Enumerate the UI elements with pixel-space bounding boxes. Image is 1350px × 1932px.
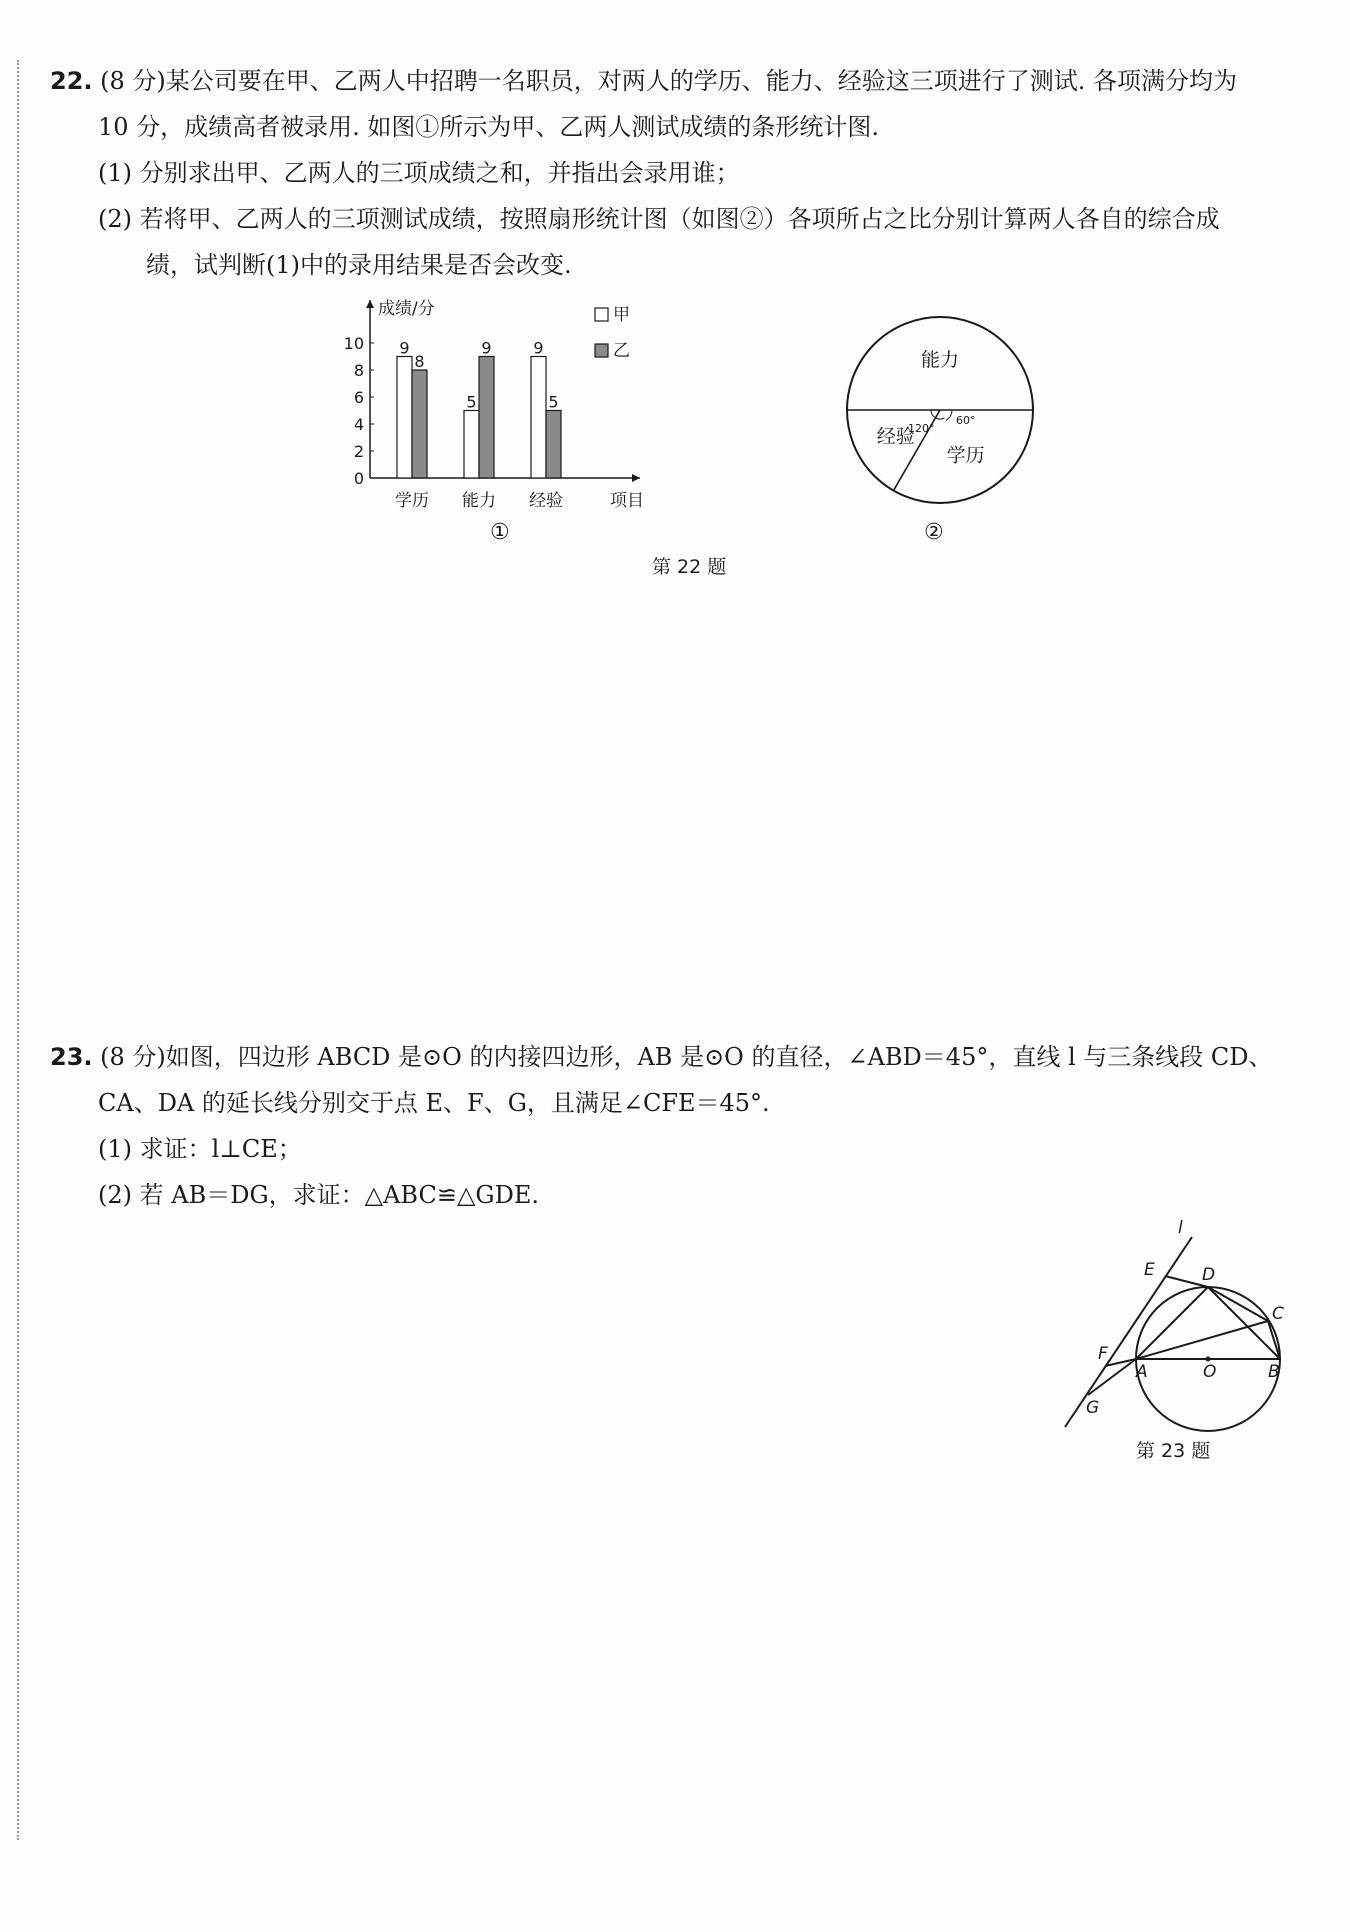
label-a: A — [1136, 1362, 1148, 1382]
bar-value-label: 5 — [466, 392, 477, 412]
q22-part1: (1) 分别求出甲、乙两人的三项成绩之和，并指出会录用谁； — [98, 159, 740, 187]
line-l — [1065, 1237, 1192, 1427]
angle-arc-60 — [946, 410, 952, 420]
bar-乙 — [546, 411, 561, 479]
fig1-label: ① — [490, 520, 510, 545]
pie-slice-label: 经验 — [876, 425, 915, 448]
angle-label-120: 120° — [908, 422, 935, 435]
bar-value-label: 9 — [399, 338, 410, 358]
x-axis-arrow — [632, 474, 640, 482]
q23-number: 23. — [50, 1043, 93, 1071]
fig2-label: ② — [924, 520, 944, 545]
q22-line1 — [50, 64, 1237, 98]
q22-part2-line1: (2) 若将甲、乙两人的三项测试成绩，按照扇形统计图（如图②）各项所占之比分别计算两人各自的综合成 — [98, 205, 1220, 233]
x-tick-label: 学历 — [395, 491, 429, 511]
q23-part1: (1) 求证：l⊥CE； — [98, 1135, 302, 1163]
q22-part2-line2: 绩，试判断(1)中的录用结果是否会改变. — [146, 251, 572, 279]
bar-value-label: 9 — [533, 338, 544, 358]
bar-甲 — [397, 357, 412, 479]
q22-number: 22. — [50, 67, 93, 95]
q23-line1 — [50, 1040, 1273, 1074]
legend-label: 乙 — [613, 341, 630, 361]
bar-value-label: 9 — [481, 338, 492, 358]
center-point-o — [1206, 1357, 1211, 1362]
pie-chart — [830, 310, 1060, 520]
q23-caption: 第 23 题 — [1136, 1440, 1211, 1462]
y-tick-label: 6 — [353, 388, 364, 407]
bar-value-label: 8 — [414, 352, 425, 371]
bar-乙 — [479, 357, 494, 479]
q23-part2: (2) 若 AB＝DG，求证：△ABC≌△GDE. — [98, 1181, 539, 1209]
q23-text-line1: (8 分)如图，四边形 ABCD 是⊙O 的内接四边形，AB 是⊙O 的直径，∠ABD＝45°，直线 l 与三条线段 CD、 — [100, 1043, 1273, 1071]
bar-value-label: 5 — [548, 392, 559, 412]
y-tick-label: 0 — [353, 469, 364, 488]
binding-line — [17, 60, 19, 1840]
y-axis-arrow — [366, 300, 374, 308]
label-f: F — [1098, 1344, 1108, 1364]
bar-甲 — [464, 411, 479, 479]
angle-label-60: 60° — [956, 414, 976, 427]
q23-text-line2: CA、DA 的延长线分别交于点 E、F、G，且满足∠CFE＝45°. — [98, 1089, 770, 1117]
legend-swatch — [595, 308, 608, 321]
label-b: B — [1268, 1362, 1280, 1382]
label-l: l — [1178, 1218, 1183, 1238]
y-tick-label: 8 — [353, 361, 364, 380]
bar-乙 — [412, 370, 427, 478]
q22-text-line1: (8 分)某公司要在甲、乙两人中招聘一名职员，对两人的学历、能力、经验这三项进行了测试. 各项满分均为 — [100, 67, 1238, 95]
x-axis-title: 项目 — [610, 491, 644, 511]
bar-chart — [330, 290, 670, 550]
y-tick-label: 10 — [343, 334, 364, 353]
label-g: G — [1086, 1398, 1100, 1418]
q22-text-line2: 10 分，成绩高者被录用. 如图①所示为甲、乙两人测试成绩的条形统计图. — [98, 113, 880, 141]
label-e: E — [1144, 1260, 1155, 1280]
pie-slice-label: 能力 — [920, 348, 960, 371]
pie-slice-label: 学历 — [946, 444, 985, 467]
legend-swatch — [595, 344, 608, 357]
label-d: D — [1202, 1265, 1216, 1285]
bar-甲 — [531, 357, 546, 479]
q23-geometry-figure — [1060, 1215, 1290, 1435]
label-o: O — [1203, 1362, 1217, 1382]
y-axis-title: 成绩/分 — [378, 299, 435, 319]
label-c: C — [1272, 1304, 1284, 1324]
x-tick-label: 能力 — [462, 491, 496, 511]
x-tick-label: 经验 — [529, 491, 563, 511]
legend-label: 甲 — [613, 305, 630, 325]
q22-caption: 第 22 题 — [652, 556, 727, 578]
y-tick-label: 4 — [353, 415, 364, 434]
y-tick-label: 2 — [353, 442, 364, 461]
